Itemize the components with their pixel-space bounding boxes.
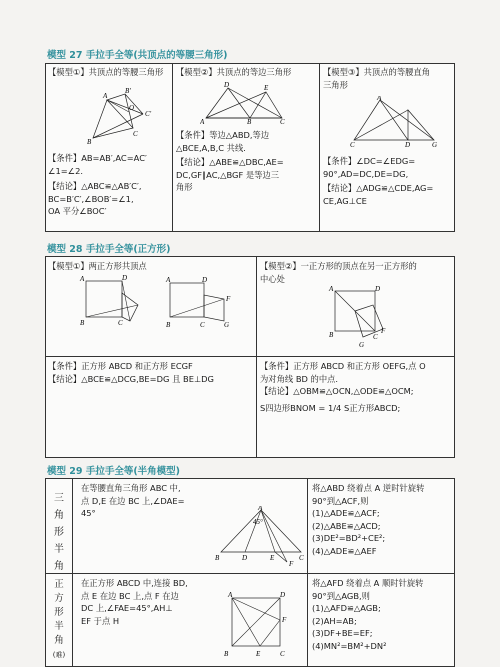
s27-m3-text: 【模型③】共顶点的等腰直角 三角形 xyxy=(323,67,431,90)
svg-text:A: A xyxy=(228,591,233,599)
svg-text:A: A xyxy=(258,506,263,512)
svg-text:G: G xyxy=(359,341,365,349)
svg-text:B: B xyxy=(224,650,229,658)
svg-text:G: G xyxy=(224,321,230,329)
s28-conditions-1 xyxy=(45,358,256,387)
s28-fig1-diagram xyxy=(78,275,242,347)
svg-text:D: D xyxy=(405,141,411,148)
s29-row1-label xyxy=(52,490,66,575)
section-27-title xyxy=(47,47,228,61)
svg-text:C: C xyxy=(299,554,304,562)
s29-row2-label-char: 方 xyxy=(54,593,64,604)
s29-row1-label-char: 角 xyxy=(54,561,64,572)
svg-text:E: E xyxy=(264,84,269,92)
svg-text:C: C xyxy=(200,321,205,329)
s27-m1-con-text: 【结论】△ABC≌△AB′C′, BC=B′C′,∠BOB′=∠1, OA 平分∠BOC′ xyxy=(48,181,142,216)
s27-m3-condition xyxy=(320,153,455,182)
s28-model1-title xyxy=(45,258,256,275)
s27-m2-conclusion xyxy=(173,154,319,196)
s29-row2-label-char: 形 xyxy=(54,607,64,618)
s28-m1-text: 【模型①】两正方形共顶点 xyxy=(48,261,147,271)
section-27-title-text: 模型 27 手拉手全等(共顶点的等腰三角形) xyxy=(47,50,228,61)
s27-model3-title xyxy=(320,64,455,93)
s29-row1-label-char: 半 xyxy=(54,544,64,555)
divider xyxy=(45,356,455,357)
s29-row2-label-char: 半 xyxy=(54,621,64,632)
svg-text:F: F xyxy=(226,295,231,303)
svg-text:C: C xyxy=(373,333,378,341)
s27-m3-con-text: 【结论】△ADG≌△CDE,AG= CE,AG⊥CE xyxy=(323,183,434,206)
s27-fig2-diagram xyxy=(200,80,292,124)
s27-m2-con-text: 【结论】△ABE≌△DBC,AE= DC,GF∥AC,△BGF 是等边三 角形 xyxy=(176,157,284,192)
s28-area-formula xyxy=(257,400,455,417)
s27-m2-cond-text: 【条件】等边△ABD,等边 △BCE,A,B,C 共线. xyxy=(176,130,270,153)
s28-model2-title xyxy=(257,258,455,287)
s29-row1-label-char: 角 xyxy=(54,510,64,521)
s27-m2-condition xyxy=(173,127,319,156)
section-29-title-text: 模型 29 手拉手全等(半角模型) xyxy=(47,466,181,477)
svg-text:C: C xyxy=(280,118,285,124)
svg-text:B: B xyxy=(215,554,220,562)
svg-text:45°: 45° xyxy=(253,518,263,526)
svg-text:E: E xyxy=(256,650,261,658)
svg-text:B′: B′ xyxy=(125,88,131,95)
svg-text:B: B xyxy=(329,331,334,339)
svg-text:C′: C′ xyxy=(145,110,152,118)
s27-m1-cond-text: 【条件】AB=AB′,AC=AC′ ∠1=∠2. xyxy=(48,153,147,176)
s29-r2-right-text: 将△AFD 绕着点 A 顺时针旋转 90°到△AGB,则 (1)△AFD≌△AGB; (2)AH=AB; (3)DF+BE=EF; (4)MN²=BM²+DN² xyxy=(312,578,424,651)
s27-m1-condition xyxy=(45,150,172,179)
s27-m1-conclusion xyxy=(45,178,172,220)
s28-m2-text: 【模型②】一正方形的顶点在另一正方形的 中心处 xyxy=(260,261,417,284)
svg-text:B: B xyxy=(166,321,171,329)
s29-row2-label-char: 正 xyxy=(54,579,64,590)
svg-text:C: C xyxy=(350,141,355,148)
s27-fig1-diagram xyxy=(85,88,165,148)
svg-text:A: A xyxy=(80,275,85,283)
svg-text:A: A xyxy=(329,285,334,293)
s27-m2-text: 【模型②】共顶点的等边三角形 xyxy=(176,67,292,77)
s29-row2-label-char: 角 xyxy=(54,635,64,646)
s27-model2-title xyxy=(173,64,319,81)
svg-text:A: A xyxy=(377,96,382,102)
s27-m3-conclusion xyxy=(320,180,455,209)
svg-text:A: A xyxy=(103,92,108,100)
s29-r2-text: 在正方形 ABCD 中,连接 BD, 点 E 在边 BC 上,点 F 在边 DC 上,∠FAE=45°,AH⊥ EF 于点 H xyxy=(81,578,188,626)
svg-text:D: D xyxy=(375,285,381,293)
s28-c1-text: 【条件】正方形 ABCD 和正方形 ECGF 【结论】△BCE≌△DCG,BE=DG 且 BE⊥DG xyxy=(48,361,214,384)
s27-m3-cond-text: 【条件】∠DC=∠EDG= 90°,AD=DC,DE=DG, xyxy=(323,156,416,179)
svg-text:E: E xyxy=(270,554,275,562)
s28-conditions-2 xyxy=(257,358,455,400)
s27-fig3-diagram xyxy=(350,96,440,148)
s29-row2-label-char: (难) xyxy=(52,651,66,659)
svg-text:B: B xyxy=(247,118,252,124)
s29-row2-label xyxy=(52,578,66,662)
s29-row1-label-char: 三 xyxy=(54,493,64,504)
s29-row1-result xyxy=(309,480,455,559)
svg-text:O: O xyxy=(129,104,135,112)
s28-formula-text: S四边形BNOM = 1/4 S正方形ABCD; xyxy=(260,403,401,413)
s29-r1-text: 在等腰直角三角形 ABC 中, 点 D,E 在边 BC 上,∠DAE= 45° xyxy=(81,483,185,518)
section-28-title-text: 模型 28 手拉手全等(正方形) xyxy=(47,244,171,255)
s29-fig2-diagram xyxy=(220,590,306,664)
svg-text:D: D xyxy=(122,275,128,282)
svg-text:C: C xyxy=(133,130,138,138)
svg-text:D: D xyxy=(280,591,286,599)
s29-row1-label-char: 形 xyxy=(54,527,64,538)
s27-model1-title xyxy=(45,64,172,81)
s28-c2-text: 【条件】正方形 ABCD 和正方形 OEFG,点 O 为对角线 BD 的中点. 【结论】△OBM≌△OCN,△ODE≌△OCM; xyxy=(260,361,426,396)
svg-text:B: B xyxy=(80,319,85,327)
s27-m1-text: 【模型①】共顶点的等腰三角形 xyxy=(48,67,164,77)
svg-text:G: G xyxy=(432,141,438,148)
divider xyxy=(45,573,455,574)
s29-fig1-diagram xyxy=(215,506,307,568)
s29-r1-right-text: 将△ABD 绕着点 A 逆时针旋转 90°到△ACF,则 (1)△ADE≌△ACF; (2)△ABE≌△ACD; (3)DE²=BD²+CE²; (4)△ADE≌△AEF xyxy=(312,483,425,556)
svg-text:D: D xyxy=(224,81,230,89)
svg-text:A: A xyxy=(166,276,171,284)
svg-text:C: C xyxy=(118,319,123,327)
s29-row2-result xyxy=(309,575,455,654)
svg-text:F: F xyxy=(289,560,294,568)
s29-row2-condition xyxy=(78,575,218,629)
svg-text:C: C xyxy=(280,650,285,658)
section-29-title xyxy=(47,463,180,477)
svg-text:A: A xyxy=(200,118,205,124)
svg-text:B: B xyxy=(87,138,92,146)
svg-text:F: F xyxy=(381,327,386,335)
svg-text:D: D xyxy=(202,276,208,284)
section-28-title xyxy=(47,241,171,255)
svg-text:F: F xyxy=(282,616,287,624)
s28-fig2-diagram xyxy=(325,285,395,353)
svg-text:D: D xyxy=(242,554,248,562)
s29-row1-condition xyxy=(78,480,218,522)
